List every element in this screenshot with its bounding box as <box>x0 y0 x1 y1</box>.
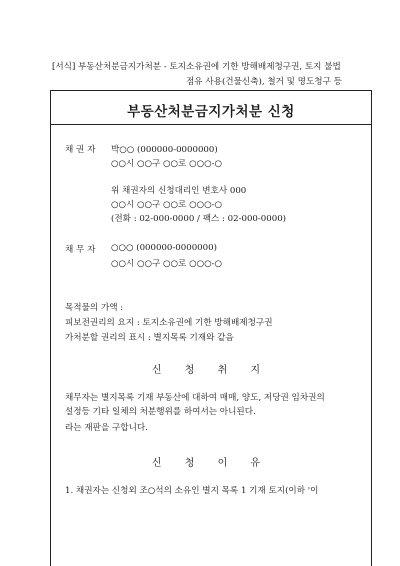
creditor-name: 박○○ (000000-0000000) <box>111 145 218 155</box>
creditor-agent-address: ○○시 ○○구 ○○로 ○○○-○ <box>111 200 222 210</box>
claim-right: 피보전권리의 요지 : 토지소유권에 기한 방해배제청구권 <box>65 318 273 328</box>
debtor-address: ○○시 ○○구 ○○로 ○○○-○ <box>111 259 222 269</box>
claim-value: 목적물의 가액 : <box>65 303 124 313</box>
purpose-heading: 신 청 취 지 <box>151 365 271 376</box>
debtor-name: ○○○ (000000-0000000) <box>111 243 217 253</box>
reason-heading: 신 청 이 유 <box>151 458 271 469</box>
purpose-line1: 채무자는 별지목록 기재 부동산에 대하여 매매, 양도, 저당권 임차권의 <box>65 393 325 403</box>
document-title: 부동산처분금지가처분 신청 <box>127 104 295 120</box>
form-header-note <box>52 60 370 90</box>
header-note-line1: [서식] 부동산처분금지가처분 - 토지소유권에 기한 방해배제청구권, 토지 불법 <box>52 62 341 72</box>
claim-property: 가처분할 권리의 표시 : 별지목록 기재와 같음 <box>65 333 234 343</box>
reason-line1: 1. 채권자는 신청외 조○석의 소유인 별지 목록 1 기재 토지(이하 '이 <box>65 486 319 496</box>
creditor-agent: 위 채권자의 신청대리인 변호사 000 <box>111 186 247 196</box>
purpose-line3: 라는 재판을 구합니다. <box>65 423 148 433</box>
debtor-label: 채 무 자 <box>65 245 96 255</box>
creditor-address: ○○시 ○○구 ○○로 ○○○-○ <box>111 159 222 169</box>
creditor-label: 채 권 자 <box>65 145 96 155</box>
creditor-agent-contact: (전화 : 02-000-0000 / 팩스 : 02-000-0000) <box>111 214 287 224</box>
document-frame <box>50 90 372 566</box>
header-note-line2: 점유 사용(건물신축), 철거 및 명도청구 등 <box>186 77 342 87</box>
title-box <box>51 91 371 125</box>
purpose-line2: 설정등 기타 일체의 처분행위를 하여서는 아니된다. <box>65 407 256 417</box>
